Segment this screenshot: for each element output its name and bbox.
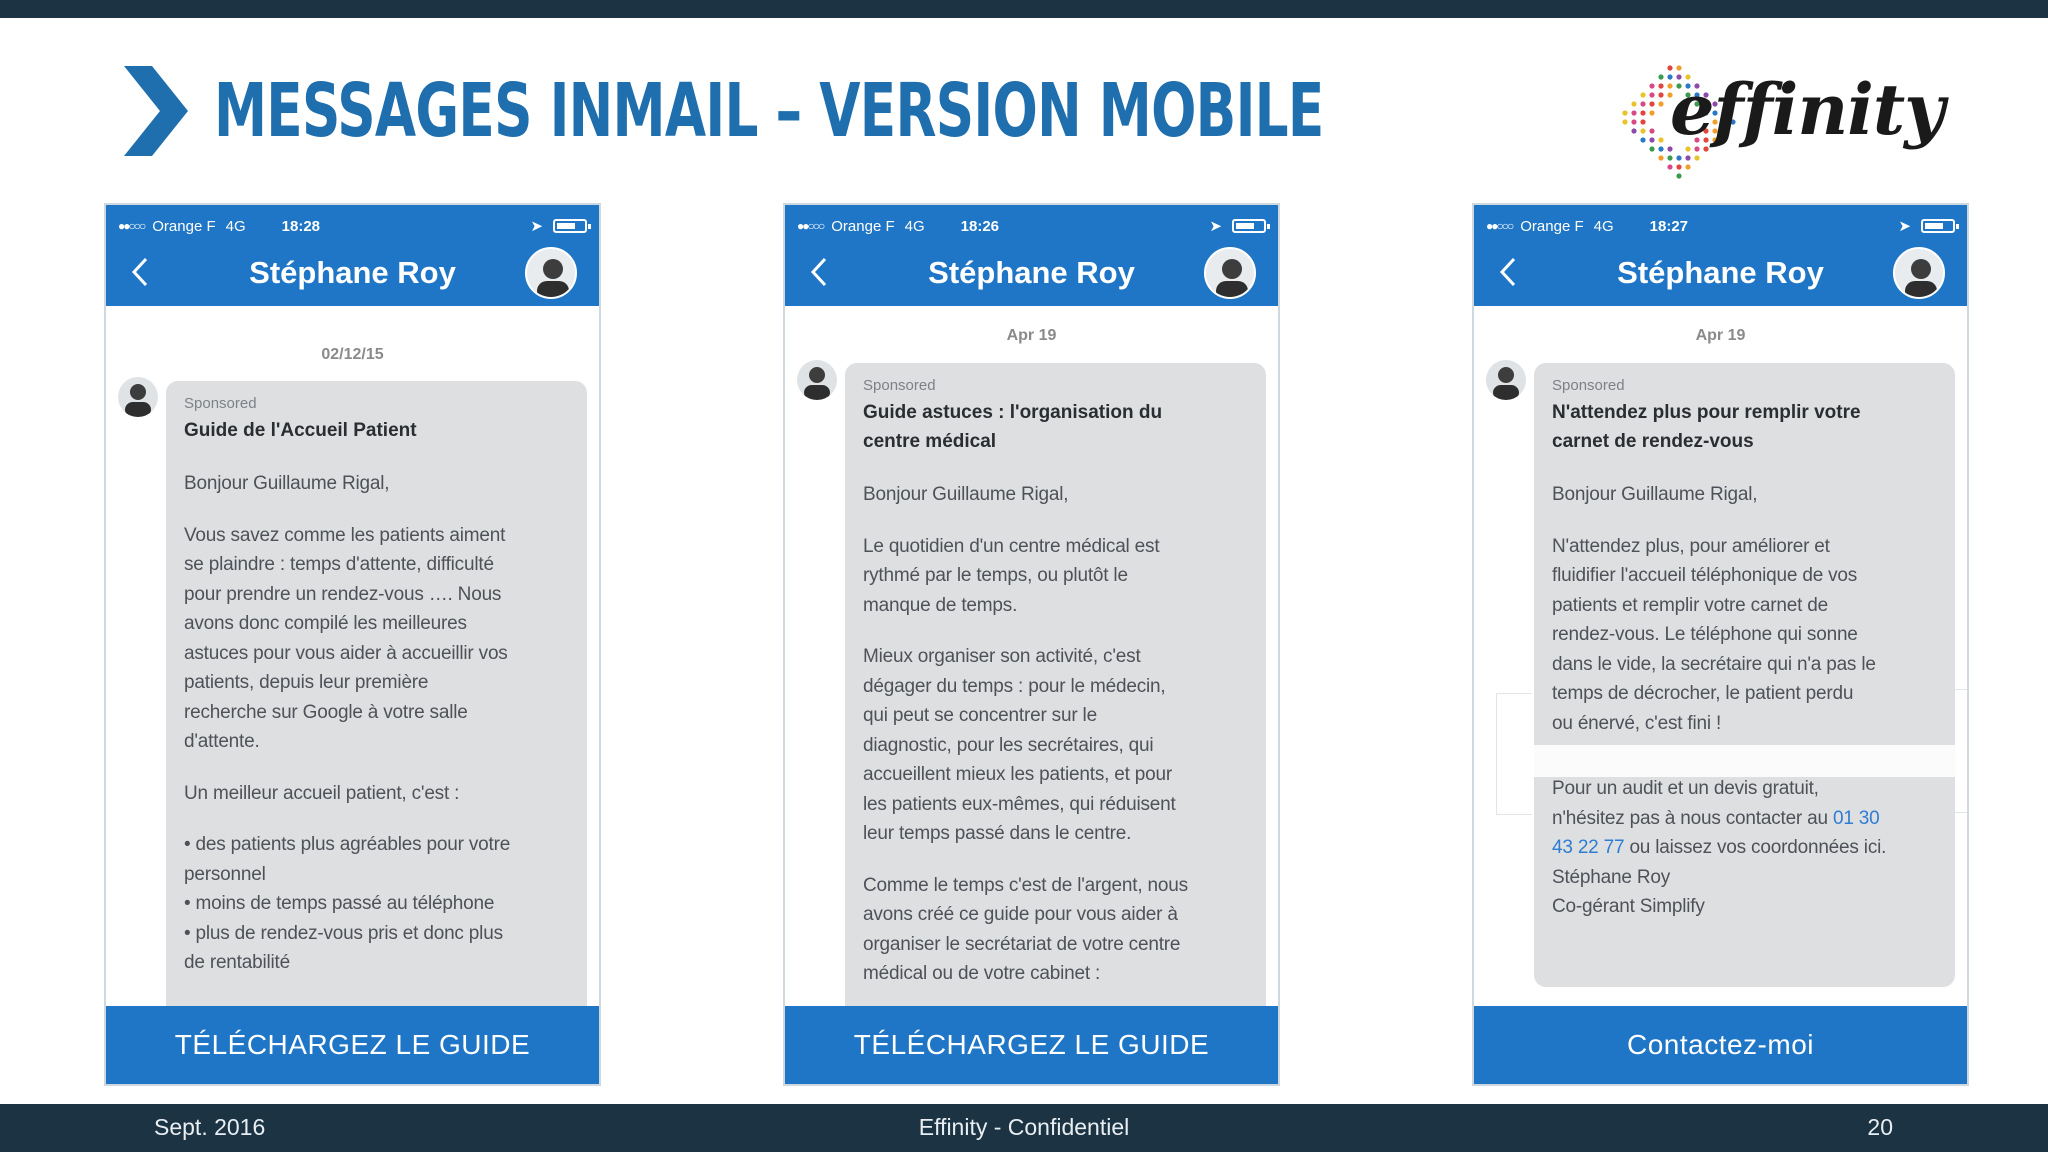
slide-title: MESSAGES INMAIL – VERSION MOBILE (214, 68, 1324, 154)
status-bar (797, 213, 1266, 239)
signature-name: Stéphane Roy (1552, 866, 1671, 888)
contact-name: Stéphane Roy (1617, 255, 1824, 290)
divider-strip (1534, 745, 1955, 777)
contact-name: Stéphane Roy (249, 255, 456, 290)
contact-me-button[interactable]: Contactez-moi (1474, 1006, 1967, 1084)
message-bubble (166, 381, 587, 1021)
message-paragraph: N'attendez plus, pour améliorer et fluidifier l'accueil téléphonique de vos patients et remplir votre carnet de rendez-vous. Le téléphone qui sonne dans le vide, la secrétaire qui n'a pas le temps de décrocher, le patient perdu ou énervé, c'est fini ! (1552, 535, 1876, 734)
battery-icon (553, 219, 587, 233)
avatar[interactable] (1204, 247, 1256, 299)
download-guide-button[interactable]: TÉLÉCHARGEZ LE GUIDE (785, 1006, 1278, 1084)
sponsored-label: Sponsored (1552, 377, 1625, 394)
message-paragraph: Mieux organiser son activité, c'est dégager du temps : pour le médecin, qui peut se concentrer sur le diagnostic, pour les secrétaires, qui accueillent mieux les patients, et pour les patients eux-mêmes, qui réduisent leur temps passé dans le centre. (863, 646, 1176, 844)
phone-number-link[interactable]: 43 22 77 (1552, 837, 1625, 858)
logo-text: effinity (1670, 68, 1944, 151)
message-bubble (1534, 363, 1955, 987)
avatar[interactable] (525, 247, 577, 299)
phone-header (1474, 205, 1967, 306)
location-icon: ➤ (1209, 218, 1222, 235)
avatar[interactable] (1893, 247, 1945, 299)
message-paragraph: Comme le temps c'est de l'argent, nous avons créé ce guide pour vous aider à organiser le secrétariat de votre centre médical ou de votre cabinet : (863, 874, 1188, 984)
status-time: 18:26 (960, 217, 1000, 235)
location-icon: ➤ (1898, 218, 1911, 235)
message-paragraph: Bonjour Guillaume Rigal, (1552, 484, 1758, 505)
phone-mockup-3 (1472, 203, 1969, 1086)
slide-footer (0, 1104, 2048, 1152)
message-date: Apr 19 (1695, 327, 1746, 344)
message-paragraph: Bonjour Guillaume Rigal, (863, 484, 1069, 505)
contact-name: Stéphane Roy (928, 255, 1135, 290)
carrier-name: Orange F (152, 217, 216, 235)
carrier-name: Orange F (831, 217, 895, 235)
message-title: Guide astuces : l'organisation du centre médical (863, 402, 1163, 452)
status-time: 18:27 (1649, 217, 1689, 235)
message-bullet-list: • des patients plus agréables pour votre personnel • moins de temps passé au téléphone • plus de rendez-vous pris et donc plus de rentabilité (184, 834, 511, 973)
message-paragraph: Vous savez comme les patients aiment se plaindre : temps d'attente, difficulté pour prendre un rendez-vous …. Nous avons donc compilé les meilleures astuces pour vous aider à accueillir vos patients, depuis leur première recherche sur Google à votre salle d'attente. (184, 524, 508, 752)
footer-date: Sept. 2016 (154, 1114, 266, 1140)
sponsored-label: Sponsored (863, 377, 936, 394)
sender-avatar (797, 360, 837, 400)
phone-mockup-2 (783, 203, 1280, 1086)
message-date: Apr 19 (1006, 327, 1057, 344)
phone-header (785, 205, 1278, 306)
chevron-right-icon (118, 66, 188, 156)
footer-confidential: Effinity - Confidentiel (918, 1114, 1130, 1140)
status-bar (1486, 213, 1955, 239)
network-type: 4G (225, 217, 246, 235)
phone-number-link[interactable]: 01 30 (1832, 807, 1880, 829)
message-title: N'attendez plus pour remplir votre carnet de rendez-vous (1552, 402, 1861, 452)
signature-role: Co-gérant Simplify (1552, 896, 1705, 917)
carrier-name: Orange F (1520, 217, 1584, 235)
top-bar (0, 0, 2048, 18)
message-date: 02/12/15 (321, 346, 384, 363)
sender-avatar (1486, 360, 1526, 400)
location-icon: ➤ (530, 218, 543, 235)
phone-mockup-1 (104, 203, 601, 1086)
network-type: 4G (904, 217, 925, 235)
battery-icon (1232, 219, 1266, 233)
signal-strength-icon: ●●○○○ (118, 219, 145, 233)
message-paragraph: Un meilleur accueil patient, c'est : (184, 782, 460, 804)
signal-strength-icon: ●●○○○ (1486, 219, 1513, 233)
slide-header (118, 56, 1755, 166)
effinity-logo (1618, 46, 1944, 196)
message-title: Guide de l'Accueil Patient (184, 420, 417, 441)
contact-paragraph: Pour un audit et un devis gratuit, n'hésitez pas à nous contacter au 01 30 43 22 77 ou laissez vos coordonnées ici. Stéphane Roy Co-gérant Simplify (1552, 774, 1939, 922)
status-time: 18:28 (281, 217, 321, 235)
phone-header (106, 205, 599, 306)
status-bar (118, 213, 587, 239)
sponsored-label: Sponsored (184, 395, 257, 412)
battery-icon (1921, 219, 1955, 233)
message-bubble (845, 363, 1266, 1023)
signal-strength-icon: ●●○○○ (797, 219, 824, 233)
network-type: 4G (1593, 217, 1614, 235)
message-paragraph: Le quotidien d'un centre médical est rythmé par le temps, ou plutôt le manque de temps. (863, 535, 1160, 616)
download-guide-button[interactable]: TÉLÉCHARGEZ LE GUIDE (106, 1006, 599, 1084)
decorative-frame (1496, 693, 1532, 815)
message-paragraph: Bonjour Guillaume Rigal, (184, 473, 390, 494)
page-number: 20 (1867, 1114, 1893, 1140)
sender-avatar (118, 377, 158, 417)
